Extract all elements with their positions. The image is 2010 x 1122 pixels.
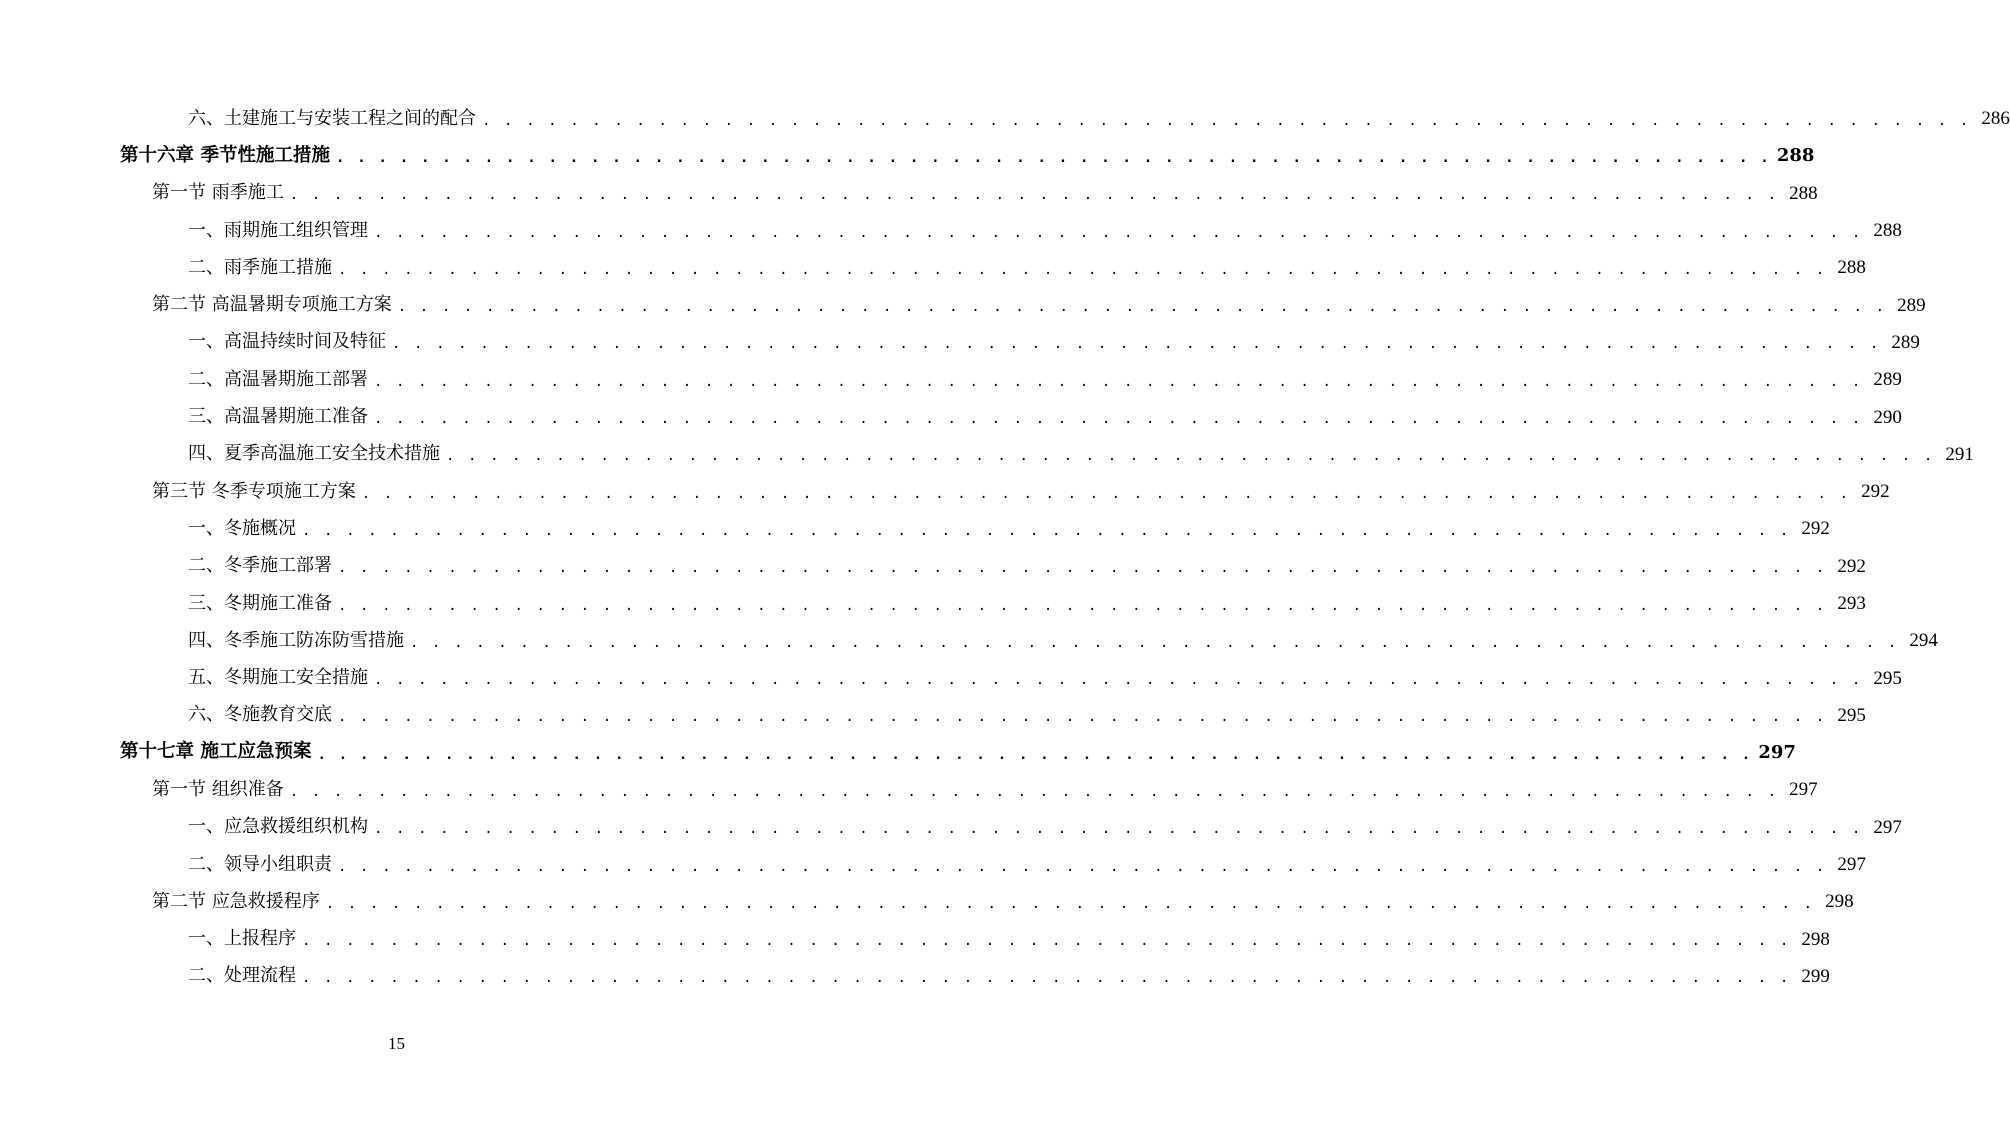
toc-leader-dots: . . . . . . . . . . . . . . . . . . . . . . . . . . . . . . . . . . . . . . . . . . . . . . . . . . . . . . . . . . . . . . . . . . . . bbox=[361, 485, 1851, 502]
toc-leader-dots: . . . . . . . . . . . . . . . . . . . . . . . . . . . . . . . . . . . . . . . . . . . . . . . . . . . . . . . . . . . . . . . . . . . . bbox=[374, 672, 1863, 689]
toc-entry-title: 三、冬期施工准备 bbox=[188, 592, 332, 614]
toc-entry-title: 二、高温暑期施工部署 bbox=[188, 368, 368, 390]
toc-subsection-entry[interactable] bbox=[0, 212, 1902, 249]
toc-entry-page-number: 295 bbox=[1837, 704, 1866, 726]
toc-entry-page-number: 294 bbox=[1909, 630, 1938, 652]
toc-leader-dots: . . . . . . . . . . . . . . . . . . . . . . . . . . . . . . . . . . . . . . . . . . . . . . . . . . . . . . . . . . . . . . . . . . . . bbox=[325, 895, 1815, 912]
toc-entry-page-number: 297 bbox=[1873, 816, 1902, 838]
toc-subsection-entry[interactable] bbox=[0, 585, 1866, 622]
toc-section-entry[interactable] bbox=[0, 175, 1818, 212]
toc-entry-title: 三、高温暑期施工准备 bbox=[188, 406, 368, 428]
toc-leader-dots: . . . . . . . . . . . . . . . . . . . . . . . . . . . . . . . . . . . . . . . . . . . . . . . . . . . . . . . . . . . . . . . . . . . . bbox=[446, 448, 1935, 465]
toc-entry-page-number: 288 bbox=[1873, 220, 1902, 242]
toc-leader-dots: . . . . . . . . . . . . . . . . . . . . . . . . . . . . . . . . . . . . . . . . . . . . . . . . . . . . . . . . . . . . . . . . . . . . bbox=[302, 522, 1791, 539]
toc-subsection-entry[interactable] bbox=[0, 510, 1830, 547]
toc-section-entry[interactable] bbox=[0, 771, 1818, 808]
toc-subsection-entry[interactable] bbox=[0, 436, 1974, 473]
toc-entry-title: 二、领导小组职责 bbox=[188, 853, 332, 875]
toc-leader-dots: . . . . . . . . . . . . . . . . . . . . . . . . . . . . . . . . . . . . . . . . . . . . . . . . . . . . . . . . . . . . . . . . . . . . bbox=[289, 783, 1779, 800]
toc-subsection-entry[interactable] bbox=[0, 398, 1902, 435]
toc-entry-page-number: 292 bbox=[1837, 555, 1866, 577]
toc-entry-title: 第十七章 施工应急预案 bbox=[120, 741, 312, 763]
toc-leader-dots: . . . . . . . . . . . . . . . . . . . . . . . . . . . . . . . . . . . . . . . . . . . . . . . . . . . . . . . . . . . . . . . . . . . . bbox=[338, 858, 1827, 875]
toc-entry-page-number: 289 bbox=[1897, 294, 1926, 316]
toc-entry-page-number: 288 bbox=[1837, 257, 1866, 279]
toc-leader-dots: . . . . . . . . . . . . . . . . . . . . . . . . . . . . . . . . . . . . . . . . . . . . . . . . . . . . . . . . . . . . . . . . . . . . bbox=[397, 299, 1887, 316]
toc-entry-title: 第三节 冬季专项施工方案 bbox=[152, 480, 356, 502]
toc-entry-title: 六、冬施教育交底 bbox=[188, 704, 332, 726]
toc-section-entry[interactable] bbox=[0, 473, 1890, 510]
toc-section-entry[interactable] bbox=[0, 883, 1854, 920]
toc-entry-page-number: 291 bbox=[1945, 443, 1974, 465]
toc-entry-title: 第十六章 季节性施工措施 bbox=[120, 144, 330, 166]
toc-entry-title: 第二节 高温暑期专项施工方案 bbox=[152, 294, 392, 316]
toc-entry-page-number: 288 bbox=[1789, 182, 1818, 204]
toc-leader-dots: . . . . . . . . . . . . . . . . . . . . . . . . . . . . . . . . . . . . . . . . . . . . . . . . . . . . . . . . . . . . . . . . . . . . bbox=[374, 821, 1863, 838]
toc-entry-title: 二、雨季施工措施 bbox=[188, 256, 332, 278]
toc-entry-page-number: 297 bbox=[1789, 779, 1818, 801]
toc-entry-page-number: 292 bbox=[1861, 481, 1890, 503]
page-number: 15 bbox=[388, 1034, 405, 1053]
toc-entry-page-number: 289 bbox=[1873, 369, 1902, 391]
toc-entry-page-number: 297 bbox=[1758, 741, 1796, 763]
toc-leader-dots: . . . . . . . . . . . . . . . . . . . . . . . . . . . . . . . . . . . . . . . . . . . . . . . . . . . . . . . . . . . . . . . . . . . . bbox=[338, 560, 1827, 577]
toc-entry-page-number: 290 bbox=[1873, 406, 1902, 428]
toc-entry-page-number: 299 bbox=[1801, 965, 1830, 987]
toc-leader-dots: . . . . . . . . . . . . . . . . . . . . . . . . . . . . . . . . . . . . . . . . . . . . . . . . . . . . . . . . . . . . . . . . . . . . bbox=[482, 112, 1971, 129]
toc-chapter-entry[interactable] bbox=[0, 137, 1815, 174]
toc-subsection-entry[interactable] bbox=[0, 921, 1830, 958]
toc-entry-title: 六、土建施工与安装工程之间的配合 bbox=[188, 107, 476, 129]
toc-entry-title: 五、冬期施工安全措施 bbox=[188, 667, 368, 689]
toc-entry-title: 第一节 组织准备 bbox=[152, 778, 284, 800]
toc-entry-title: 四、夏季高温施工安全技术措施 bbox=[188, 443, 440, 465]
toc-leader-dots: . . . . . . . . . . . . . . . . . . . . . . . . . . . . . . . . . . . . . . . . . . . . . . . . . . . . . . . . . . . . . . . . . . . . bbox=[338, 597, 1827, 614]
toc-leader-dots: . . . . . . . . . . . . . . . . . . . . . . . . . . . . . . . . . . . . . . . . . . . . . . . . . . . . . . . . . . . . . . . . . . . . bbox=[374, 411, 1863, 428]
toc-leader-dots: . . . . . . . . . . . . . . . . . . . . . . . . . . . . . . . . . . . . . . . . . . . . . . . . . . . . . . . . . . . . . . . . . . . . bbox=[338, 261, 1827, 278]
toc-subsection-entry[interactable] bbox=[0, 809, 1902, 846]
toc-subsection-entry[interactable] bbox=[0, 697, 1866, 734]
toc-leader-dots: . . . . . . . . . . . . . . . . . . . . . . . . . . . . . . . . . . . . . . . . . . . . . . . . . . . . . . . . . . . . . . . . . . . . bbox=[302, 970, 1791, 987]
toc-subsection-entry[interactable] bbox=[0, 622, 1938, 659]
toc-subsection-entry[interactable] bbox=[0, 659, 1902, 696]
toc-entry-page-number: 295 bbox=[1873, 667, 1902, 689]
toc-leader-dots: . . . . . . . . . . . . . . . . . . . . . . . . . . . . . . . . . . . . . . . . . . . . . . . . . . . . . . . . . . . . . . . . . . . . bbox=[374, 373, 1863, 390]
toc-entry-page-number: 289 bbox=[1891, 331, 1920, 353]
toc-entry-page-number: 298 bbox=[1825, 891, 1854, 913]
toc-entry-page-number: 288 bbox=[1776, 144, 1815, 166]
toc-subsection-entry[interactable] bbox=[0, 324, 1920, 361]
toc-leader-dots: . . . . . . . . . . . . . . . . . . . . . . . . . . . . . . . . . . . . . . . . . . . . . . . . . . . . . . . . . . . . . . . . . . . . bbox=[335, 149, 1771, 166]
toc-leader-dots: . . . . . . . . . . . . . . . . . . . . . . . . . . . . . . . . . . . . . . . . . . . . . . . . . . . . . . . . . . . . . . . . . . . . bbox=[338, 709, 1827, 726]
toc-subsection-entry[interactable] bbox=[0, 100, 2010, 137]
toc-entry-page-number: 286 bbox=[1981, 108, 2010, 130]
toc-entry-title: 一、冬施概况 bbox=[188, 517, 296, 539]
toc-entry-title: 一、高温持续时间及特征 bbox=[188, 331, 386, 353]
toc-entry-title: 四、冬季施工防冻防雪措施 bbox=[188, 629, 404, 651]
toc-subsection-entry[interactable] bbox=[0, 958, 1830, 995]
toc-leader-dots: . . . . . . . . . . . . . . . . . . . . . . . . . . . . . . . . . . . . . . . . . . . . . . . . . . . . . . . . . . . . . . . . . . . . bbox=[374, 224, 1863, 241]
toc-entry-page-number: 298 bbox=[1801, 928, 1830, 950]
toc-entry-title: 一、上报程序 bbox=[188, 928, 296, 950]
toc-entry-title: 一、雨期施工组织管理 bbox=[188, 219, 368, 241]
toc-entry-page-number: 292 bbox=[1801, 518, 1830, 540]
toc-subsection-entry[interactable] bbox=[0, 548, 1866, 585]
toc-leader-dots: . . . . . . . . . . . . . . . . . . . . . . . . . . . . . . . . . . . . . . . . . . . . . . . . . . . . . . . . . . . . . . . . . . . . bbox=[317, 746, 1753, 763]
toc-entry-title: 第一节 雨季施工 bbox=[152, 182, 284, 204]
toc-entry-title: 二、冬季施工部署 bbox=[188, 555, 332, 577]
toc-leader-dots: . . . . . . . . . . . . . . . . . . . . . . . . . . . . . . . . . . . . . . . . . . . . . . . . . . . . . . . . . . . . . . . . . . . . bbox=[410, 634, 1899, 651]
toc-leader-dots: . . . . . . . . . . . . . . . . . . . . . . . . . . . . . . . . . . . . . . . . . . . . . . . . . . . . . . . . . . . . . . . . . . . . bbox=[302, 933, 1791, 950]
toc-section-entry[interactable] bbox=[0, 286, 1926, 323]
toc-subsection-entry[interactable] bbox=[0, 846, 1866, 883]
table-of-contents bbox=[0, 100, 2010, 995]
toc-subsection-entry[interactable] bbox=[0, 361, 1902, 398]
toc-entry-title: 二、处理流程 bbox=[188, 965, 296, 987]
toc-entry-title: 一、应急救援组织机构 bbox=[188, 816, 368, 838]
toc-leader-dots: . . . . . . . . . . . . . . . . . . . . . . . . . . . . . . . . . . . . . . . . . . . . . . . . . . . . . . . . . . . . . . . . . . . . bbox=[392, 336, 1881, 353]
toc-chapter-entry[interactable] bbox=[0, 734, 1796, 771]
toc-subsection-entry[interactable] bbox=[0, 249, 1866, 286]
toc-entry-page-number: 293 bbox=[1837, 593, 1866, 614]
toc-leader-dots: . . . . . . . . . . . . . . . . . . . . . . . . . . . . . . . . . . . . . . . . . . . . . . . . . . . . . . . . . . . . . . . . . . . . bbox=[289, 187, 1779, 204]
toc-entry-title: 第二节 应急救援程序 bbox=[152, 890, 320, 912]
toc-entry-page-number: 297 bbox=[1837, 854, 1866, 876]
